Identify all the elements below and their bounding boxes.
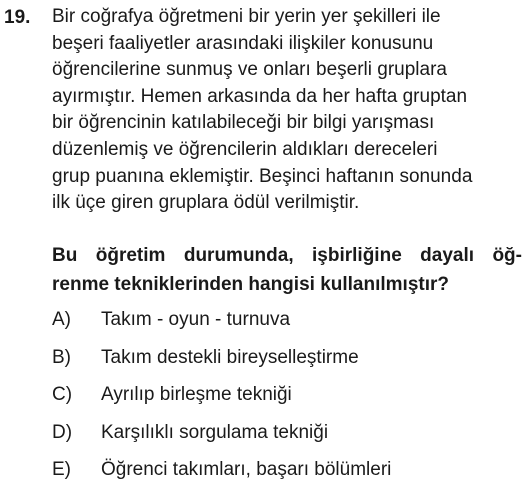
stem-line: beşeri faaliyetler arasındaki ilişkiler konusunu xyxy=(52,32,434,54)
option-d[interactable] xyxy=(52,419,522,457)
option-text: Öğrenci takımları, başarı bölümleri xyxy=(101,459,392,481)
option-letter: E) xyxy=(52,459,71,481)
option-c[interactable] xyxy=(52,381,522,419)
stem-line: bir öğrencinin katılabileceği bir bilgi yarışması xyxy=(52,112,435,134)
question-stem xyxy=(52,4,522,217)
option-a[interactable] xyxy=(52,306,522,344)
option-e[interactable] xyxy=(52,456,522,494)
stem-line: Bir coğrafya öğretmeni bir yerin yer şekilleri ile xyxy=(52,6,441,27)
stem-line: öğrencilerine sunmuş ve onları beşerli gruplara xyxy=(52,59,447,81)
option-letter: A) xyxy=(52,309,71,330)
option-letter: C) xyxy=(52,384,73,406)
answer-options xyxy=(52,306,522,494)
prompt-line: renme tekniklerinden hangisi kullanılmıştır? xyxy=(52,274,449,295)
question-number: 19. xyxy=(4,7,31,28)
prompt-line: Bu öğretim durumunda, işbirliğine dayalı öğ- xyxy=(52,245,522,266)
option-letter: D) xyxy=(52,421,73,443)
option-text: Takım - oyun - turnuva xyxy=(101,309,291,330)
option-b[interactable] xyxy=(52,344,522,382)
stem-line: düzenlemiş ve öğrencilerin aldıkları dereceleri xyxy=(52,138,438,160)
option-letter: B) xyxy=(52,346,71,368)
question-prompt xyxy=(52,241,522,299)
option-text: Takım destekli bireyselleştirme xyxy=(101,346,359,368)
stem-line: grup puanına eklemiştir. Beşinci haftanın sonunda xyxy=(52,165,473,187)
stem-line: ilk üçe giren gruplara ödül verilmiştir. xyxy=(52,192,360,214)
stem-line: ayırmıştır. Hemen arkasında da her hafta gruptan xyxy=(52,85,468,107)
option-text: Karşılıklı sorgulama tekniği xyxy=(101,421,329,443)
option-text: Ayrılıp birleşme tekniği xyxy=(101,384,292,406)
